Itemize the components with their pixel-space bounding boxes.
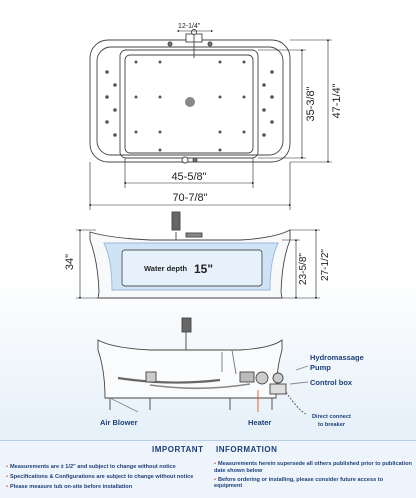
note-left-2: • Specifications & Configurations are subject to change without notice (6, 474, 194, 480)
dim-faucet-spacing: 12-1/4" (178, 23, 201, 30)
top-view-dimension-lines (90, 31, 332, 210)
heading-important: IMPORTANT (152, 445, 204, 454)
air-blower-label: Air Blower (100, 418, 138, 427)
heading-information: INFORMATION (216, 445, 278, 454)
note-right-2: • Before ordering or installing, please consider future access to equipment (214, 477, 384, 489)
hydromassage-pump-label-line2: Pump (310, 363, 331, 372)
direct-connect-line2: to breaker (318, 422, 346, 428)
note-right-1: • Measurements herein supersede all others published prior to publication date shown below (214, 461, 412, 474)
dim-inner-length: 45-5/8" (171, 171, 207, 183)
dim-outer-height: 27-1/2" (320, 249, 331, 281)
note-left-1: • Measurements are ± 1/2" and subject to change without notice (6, 464, 176, 470)
dim-outer-width: 47-1/4" (331, 83, 343, 119)
direct-connect-label (312, 414, 352, 428)
dim-height: 34" (64, 253, 76, 271)
dim-outer-length: 70-7/8" (172, 192, 208, 204)
hydromassage-pump-label-line1: Hydromassage (310, 353, 364, 362)
control-box-label: Control box (310, 378, 353, 387)
dim-inner-width: 35-3/8" (305, 86, 317, 122)
component-view (98, 318, 308, 414)
top-view (90, 30, 290, 164)
dim-inner-height: 23-5/8" (298, 253, 309, 285)
note-left-3: • Please measure tub on-site before installation (6, 484, 133, 490)
hydromassage-pump-label (310, 353, 366, 372)
water-depth-label: Water depth (144, 264, 188, 273)
heater-label: Heater (248, 418, 272, 427)
side-view (90, 212, 290, 298)
water-depth-value: 15" (194, 262, 214, 276)
direct-connect-line1: Direct connect (312, 414, 351, 420)
